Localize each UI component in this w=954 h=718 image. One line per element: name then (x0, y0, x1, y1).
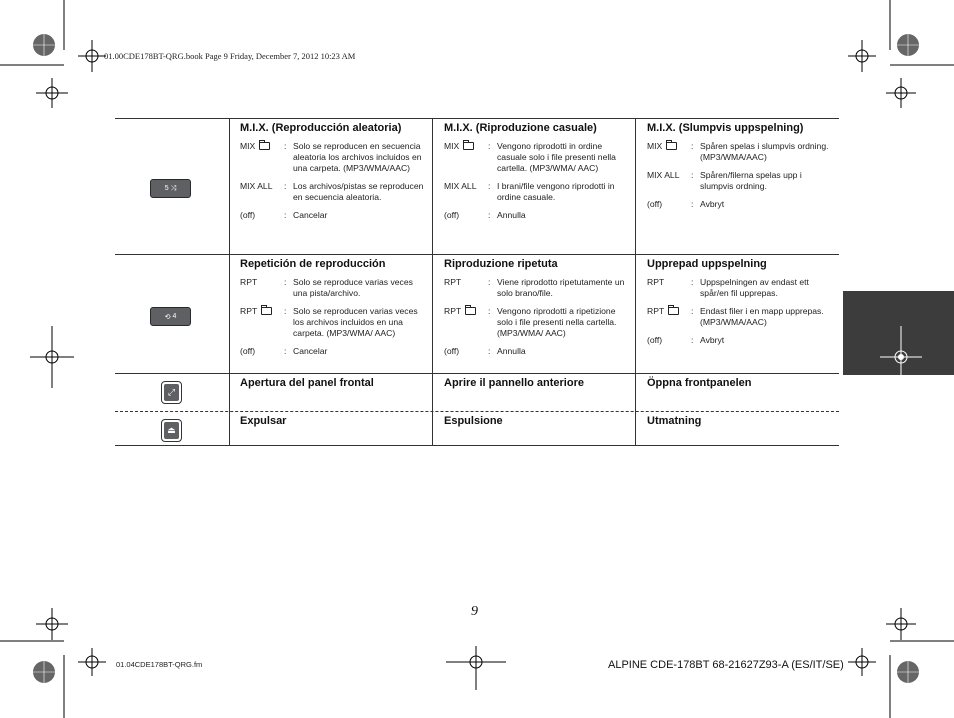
front-panel-es-cell (240, 377, 426, 396)
button-number: 5 (164, 185, 169, 192)
repeat-button[interactable] (150, 307, 191, 326)
section-title: M.I.X. (Slumpvis uppspelning) (647, 122, 804, 134)
list-item: RPT : Vengono riprodotti a ripetizione solo i file presenti nella cartella. (MP3/WMA/ AAC) (444, 306, 617, 338)
repeat-it-cell (444, 258, 628, 364)
section-title: Upprepad uppspelning (647, 258, 767, 270)
front-panel-it-cell (444, 377, 628, 396)
folder-icon (465, 307, 476, 315)
list-item: MIX : Solo se reproducen en secuencia aleatoria los archivos incluidos en una carpeta. (MP3/WMA/AAC) (240, 141, 422, 173)
repeat-se-cell (647, 258, 831, 353)
eject-es-cell (240, 415, 426, 434)
list-item: (off) : Annulla (444, 346, 526, 356)
list-item: RPT : Uppspelningen av endast ett spår/en fil upprepas. (647, 277, 809, 298)
list-item: RPT : Endast filer i en mapp upprepas. (MP3/WMA/AAC) (647, 306, 824, 327)
folder-icon (259, 142, 270, 150)
table-bottom-border (115, 445, 839, 446)
front-panel-se-cell (647, 377, 831, 396)
section-title: Riproduzione ripetuta (444, 258, 558, 270)
front-panel-release-button[interactable] (161, 381, 182, 404)
list-item: MIX ALL : Los archivos/pistas se reproducen en secuencia aleatoria. (240, 181, 424, 202)
column-divider (229, 118, 230, 445)
section-title: Öppna frontpanelen (647, 377, 752, 389)
list-item: (off) : Cancelar (240, 346, 328, 356)
mix-es-cell (240, 122, 426, 228)
section-title: M.I.X. (Riproduzione casuale) (444, 122, 597, 134)
section-title: Expulsar (240, 415, 287, 427)
eject-se-cell (647, 415, 831, 434)
row-divider (115, 373, 839, 374)
list-item: (off) : Annulla (444, 210, 526, 220)
column-divider (432, 118, 433, 445)
button-number: 4 (172, 313, 177, 320)
folder-icon (666, 142, 677, 150)
list-item: (off) : Avbryt (647, 335, 725, 345)
repeat-icon: ⟲ (164, 313, 171, 321)
eject-it-cell (444, 415, 628, 434)
list-item: MIX ALL : Spåren/filerna spelas upp i slumpvis ordning. (647, 170, 802, 191)
table-top-border (115, 118, 839, 119)
front-panel-release-icon: ⤢ (167, 387, 176, 397)
row-divider (115, 254, 839, 255)
list-item: MIX : Vengono riprodotti in ordine casuale solo i file presenti nella cartella. (MP3/WMA/ AAC) (444, 141, 616, 173)
list-item: MIX : Spåren spelas i slumpvis ordning. (MP3/WMA/AAC) (647, 141, 829, 162)
folder-icon (261, 307, 272, 315)
list-item: (off) : Cancelar (240, 210, 328, 220)
shuffle-icon: ⤨ (170, 184, 177, 192)
list-item: RPT : Solo se reproduce varias veces una pista/archivo. (240, 277, 413, 298)
section-title: Repetición de reproducción (240, 258, 386, 270)
print-header-info: 01.00CDE178BT-QRG.book Page 9 Friday, December 7, 2012 10:23 AM (104, 51, 356, 61)
column-divider (635, 118, 636, 445)
eject-button[interactable] (161, 419, 182, 442)
folder-icon (463, 142, 474, 150)
list-item: RPT : Solo se reproducen varias veces los archivos incluidos en una carpeta. (MP3/WMA/ AAC) (240, 306, 418, 338)
footer-file-name: 01.04CDE178BT-QRG.fm (116, 660, 203, 669)
folder-icon (668, 307, 679, 315)
dashed-row-divider (115, 411, 839, 412)
section-title: Aprire il pannello anteriore (444, 377, 584, 389)
section-title: Apertura del panel frontal (240, 377, 374, 389)
section-title: Espulsione (444, 415, 503, 427)
mix-it-cell (444, 122, 628, 228)
list-item: RPT : Viene riprodotto ripetutamente un solo brano/file. (444, 277, 625, 298)
footer-model: ALPINE CDE-178BT 68-21627Z93-A (ES/IT/SE) (608, 659, 844, 671)
shuffle-button[interactable] (150, 179, 191, 198)
mix-se-cell (647, 122, 831, 217)
section-title: Utmatning (647, 415, 702, 427)
eject-icon: ⏏ (167, 425, 176, 435)
repeat-es-cell (240, 258, 426, 364)
page-number: 9 (471, 604, 478, 619)
section-title: M.I.X. (Reproducción aleatoria) (240, 122, 402, 134)
list-item: MIX ALL : I brani/file vengono riprodotti in ordine casuale. (444, 181, 615, 202)
list-item: (off) : Avbryt (647, 199, 725, 209)
